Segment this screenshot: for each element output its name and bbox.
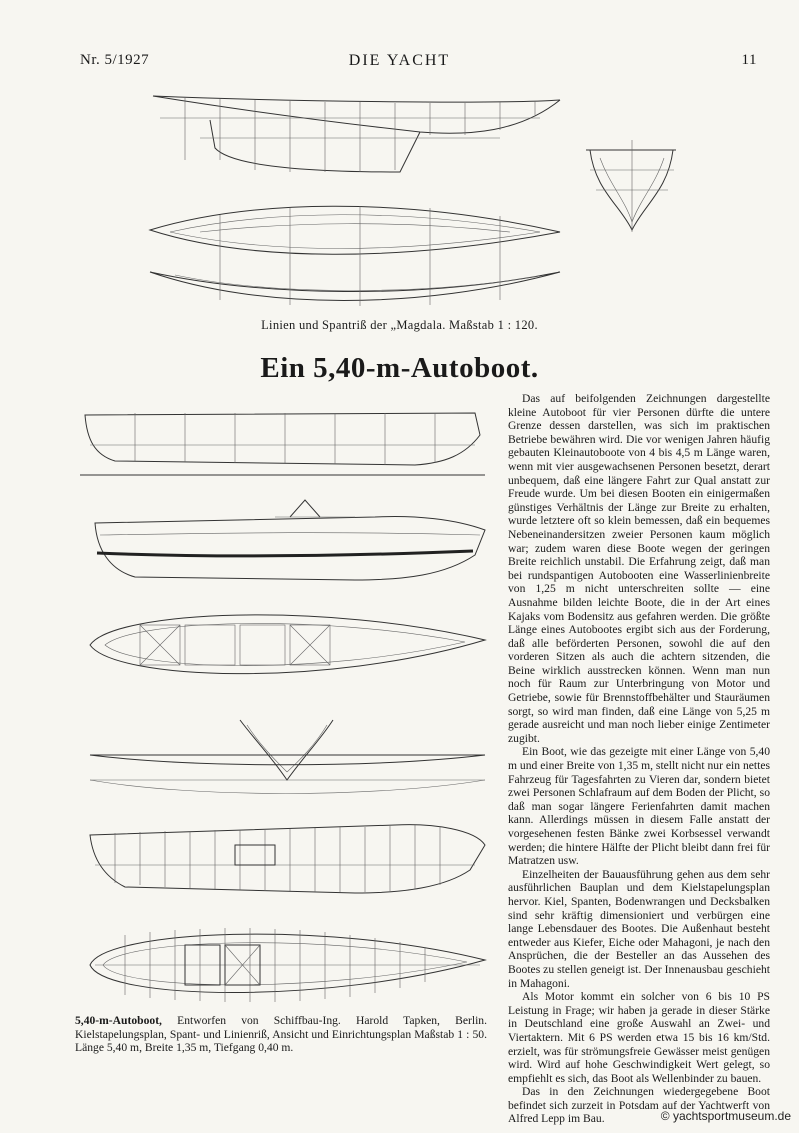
article-body	[508, 392, 770, 1126]
issue-number: Nr. 5/1927	[80, 52, 150, 68]
paragraph: Einzelheiten der Bauausführung gehen aus dem sehr ausführlichen Bauplan und dem Kielstapelungsplan hervor. Kiel, Spanten, Bodenwrangen und Decksbalken sind sehr kräftig dimensioniert und verbürgen eine lange Lebensdauer des Bootes. Die Außenhaut besteht entweder aus Kiefer, Eiche oder Mahagoni, je nach den Ansprüchen, die der Besteller an das Aussehen des Bootes zu stellen geneigt ist. Der Innenausbau geschieht in Mahagoni.	[508, 867, 770, 990]
boat-caption-text: Entworfen von Schiffbau-Ing. Harold Tapken, Berlin. Kielstapelungsplan, Spant- und Linienriß, Ansicht und Einrichtungsplan Maßstab 1 : 50. Länge 5,40 m, Breite 1,35 m, Tiefgang 0,40 m.	[75, 1014, 487, 1055]
article-title: Ein 5,40-m-Autoboot.	[260, 352, 539, 384]
magdala-profile-drawing	[0, 0, 799, 320]
lines-plan-drawing	[75, 710, 495, 810]
interior-plan-drawing	[75, 910, 495, 1020]
kielstapelungsplan-drawing	[75, 395, 495, 485]
magazine-title: DIE YACHT	[348, 52, 451, 69]
page-number: 11	[741, 52, 757, 68]
boat-drawing-caption	[75, 1014, 487, 1055]
side-elevation-drawing	[75, 495, 495, 595]
paragraph: Ein Boot, wie das gezeigte mit einer Länge von 5,40 m und einer Breite von 1,35 m, stellt nicht nur ein nettes Fahrzeug für Tagesfahrten zu Vieren dar, sondern bietet zwei Personen Schlafraum auf dem Boden der Plicht, so daß man sogar längere Ferienfahrten damit machen kann. Allerdings müssen in diesem Falle anstatt der vorgesehenen festen Bänke zwei Korbsessel verwandt werden; die hintere Hälfte der Plicht bleibt dann frei für Matratzen usw.	[508, 745, 770, 868]
watermark: © yachtsportmuseum.de	[660, 1109, 791, 1123]
paragraph: Als Motor kommt ein solcher von 6 bis 10 PS Leistung in Frage; wir haben ja gerade in dieser Stärke in Deutschland eine große Auswahl an Zwei- und Viertaktern. Mit 6 PS werden etwa 15 bis 16 km/Std. erzielt, was für strömungsfreie Gewässer meist genügen wird. Wird auf hohe Geschwindigkeit Wert gelegt, so empfiehlt es sich, das Boot als Wellenbinder zu bauen.	[508, 990, 770, 1085]
paragraph: Das in den Zeichnungen wiedergegebene Boot befindet sich zurzeit in Potsdam auf der Yachtwerft von Alfred Lepp im Bau.	[508, 1085, 770, 1126]
paragraph: Das auf beifolgenden Zeichnungen dargestellte kleine Autoboot für vier Personen dürfte die untere Grenze dessen darstellen, was sich im praktischen Betriebe bewähren wird. Die vor wenigen Jahren häufig gebauten Kleinautoboote von 4 bis 4,5 m Länge waren, wenn mit vier ausgewachsenen Personen besetzt, derart unbequem, daß eine längere Fahrt zur Qual anstatt zur Freude wurde. Um bei diesen Booten ein einigermaßen günstiges Verhältnis der Länge zur Breite zu erhalten, wurde letztere oft so klein bemessen, daß ein bequemes Nebeneinandersitzen zweier Personen kaum möglich war; zudem waren diese Boote wegen der geringen Breite reichlich unstabil. Die Erfahrung zeigt, daß man bei rundspantigen Autobooten eine Wasserlinienbreite von 1,25 m nicht unterschreiten sollte — eine Ausnahme bilden leichte Boote, die in der Art eines Kajaks vom Bodensitz aus gefahren werden. Die größte Länge eines Autobootes ergibt sich aus der Forderung, daß alle beförderten Personen, sowohl die auf den vorderen Sitzen als auch die achtern sitzenden, die Beine wirklich ausstrecken können. Wenn man nun noch für Raum zur Unterbringung von Motor und Getriebe, sowie für Brennstoffbehälter und Stauräumen sorgt, so wird man finden, daß eine Länge von 5,25 m gerade ausreicht und man noch lieber einige Zentimeter zugibt.	[508, 392, 770, 745]
deck-plan-drawing	[75, 600, 495, 690]
boat-caption-bold: 5,40-m-Autoboot,	[75, 1014, 162, 1027]
construction-plan-drawing	[75, 805, 495, 905]
magdala-caption: Linien und Spantriß der „Magdala. Maßstab 1 : 120.	[261, 318, 538, 332]
